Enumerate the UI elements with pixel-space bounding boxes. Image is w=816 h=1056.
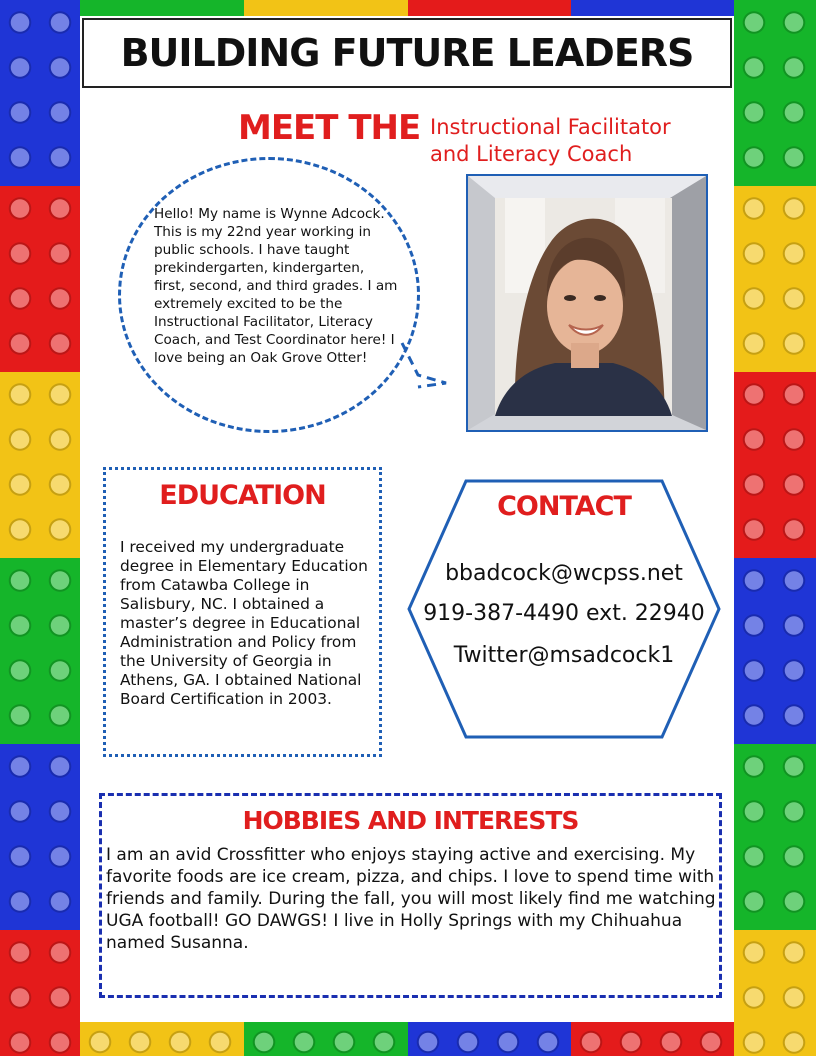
contact-title: CONTACT — [497, 491, 631, 522]
lego-brick — [408, 1022, 571, 1056]
education-title: EDUCATION — [159, 480, 326, 511]
lego-brick — [734, 744, 816, 930]
speech-bubble-tail — [396, 325, 456, 395]
meet-the-heading: MEET THE — [238, 108, 421, 148]
lego-brick — [0, 744, 80, 930]
lego-brick — [571, 1022, 734, 1056]
hobbies-text: I am an avid Crossfitter who enjoys staying active and exercising. My favorite foods are ice cream, pizza, and chips. I love to spend time with friends and family. During the fall, you will most likely find me watching UGA football! GO DAWGS! I live in Holly Springs with my Chihuahua named Susanna. — [106, 845, 716, 953]
page-title: BUILDING FUTURE LEADERS — [120, 31, 694, 75]
hobbies-title: HOBBIES AND INTERESTS — [242, 806, 579, 835]
contact-phone: 919-387-4490 ext. 22940 — [423, 601, 705, 626]
lego-brick — [734, 558, 816, 744]
portrait-photo — [495, 198, 672, 416]
lego-brick — [734, 372, 816, 558]
lego-brick — [80, 0, 244, 16]
lego-brick — [571, 0, 734, 16]
contact-twitter: Twitter@msadcock1 — [453, 643, 675, 668]
lego-brick — [244, 0, 408, 16]
lego-brick — [408, 0, 571, 16]
lego-brick — [0, 0, 80, 186]
role-title — [430, 114, 730, 168]
lego-brick — [734, 0, 816, 186]
lego-brick — [0, 930, 80, 1056]
lego-brick — [244, 1022, 408, 1056]
lego-brick — [734, 930, 816, 1056]
lego-brick — [0, 558, 80, 744]
role-line-2: and Literacy Coach — [430, 142, 633, 166]
education-text: I received my undergraduate degree in Elementary Education from Catawba College in Salisbury, NC. I obtained a master’s degree in Educational Administration and Policy from the University of Georgia in Athens, GA. I obtained National Board Certification in 2003. — [120, 538, 368, 708]
intro-text: Hello! My name is Wynne Adcock. This is my 22nd year working in public schools. I have taught prekindergarten, kindergarten, first, second, and third grades. I am extremely excited to be the Instructional Facilitator, Literacy Coach, and Test Coordinator here! I love being an Oak Grove Otter! — [154, 206, 398, 366]
lego-brick — [0, 372, 80, 558]
role-line-1: Instructional Facilitator — [430, 115, 671, 139]
page-header — [82, 18, 732, 88]
photo-frame — [466, 174, 708, 432]
lego-brick — [0, 186, 80, 372]
contact-email: bbadcock@wcpss.net — [445, 561, 683, 586]
lego-brick — [734, 186, 816, 372]
lego-brick — [80, 1022, 244, 1056]
